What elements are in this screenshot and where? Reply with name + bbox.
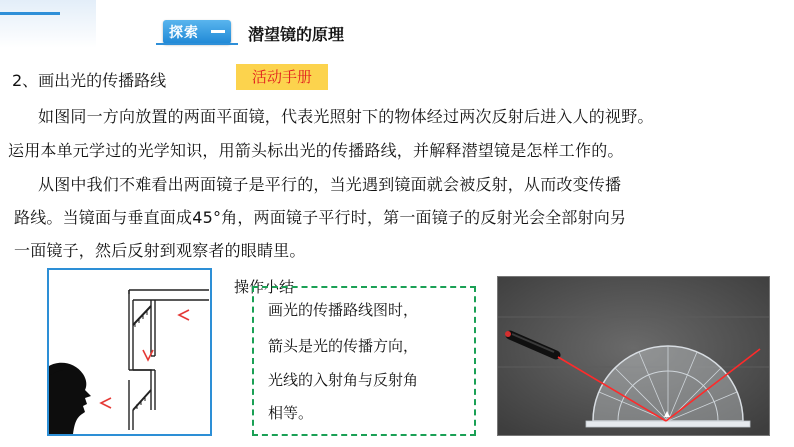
lower-mirror [133,390,151,410]
section-title: 2、画出光的传播路线 [12,71,167,90]
section-badge [163,20,231,44]
summary-label: 操作小结 [234,278,295,296]
light-arrows [101,310,189,408]
paragraph-line-4: 路线。当镜面与垂直面成45°角，两面镜子平行时，第一面镜子的反射光会全部射向另 [14,208,627,227]
upper-mirror [133,306,151,327]
summary-line-3: 光线的入射角与反射角 [268,371,419,389]
laser-protractor-photo [497,276,770,436]
paragraph-line-2: 运用本单元学过的光学知识，用箭头标出光的传播路线，并解释潜望镜是怎样工作的。 [8,141,624,160]
paragraph-line-5: 一面镜子，然后反射到观察者的眼睛里。 [14,241,306,260]
section-badge-number [211,30,225,33]
page-title: 潜望镜的原理 [248,25,345,44]
laser-protractor-illustration [498,277,769,435]
activity-tag: 活动手册 [236,64,328,90]
header-underline [156,43,238,45]
summary-line-2: 箭头是光的传播方向， [268,337,419,355]
paragraph-line-1: 如图同一方向放置的两面平面镜，代表光照射下的物体经过两次反射后进入人的视野。 [38,107,654,126]
child-silhouette-icon [49,363,91,434]
header-decoration [0,0,96,48]
periscope-illustration [49,270,210,434]
header-accent-bar [0,12,60,15]
periscope-diagram [47,268,212,436]
summary-line-4: 相等。 [268,404,314,422]
summary-line-1: 画光的传播路线图时， [268,301,419,319]
section-badge-label: 探索 [169,25,199,41]
paragraph-line-3: 从图中我们不难看出两面镜子是平行的，当光遇到镜面就会被反射，从而改变传播 [38,175,622,194]
